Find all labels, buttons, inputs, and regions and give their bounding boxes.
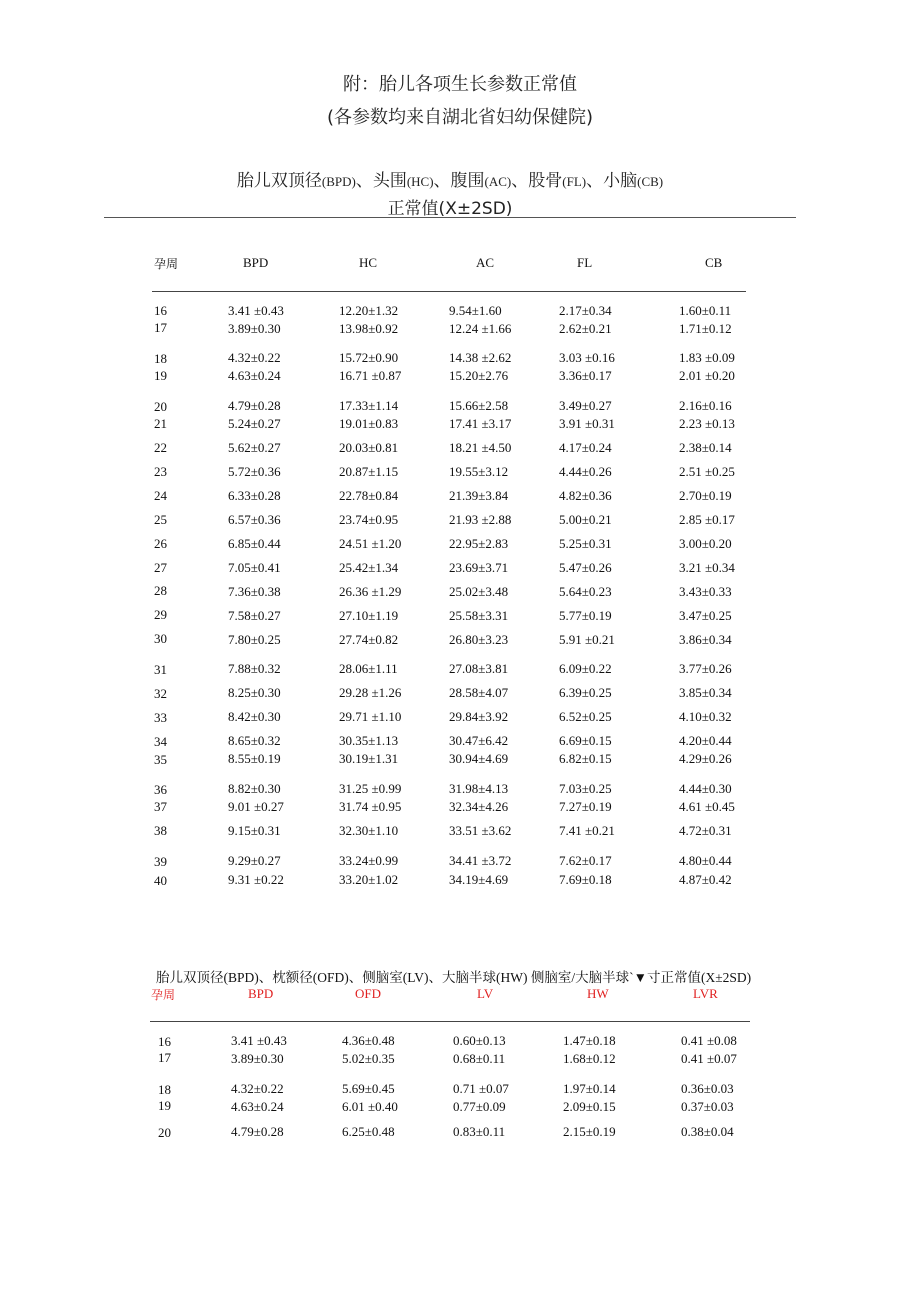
table1-value-cell: 34.41 ±3.72 xyxy=(449,853,512,868)
table2-value-cell: 6.01 ±0.40 xyxy=(342,1099,398,1114)
table1-value-cell: 2.16±0.16 xyxy=(679,398,732,413)
table1-value-cell: 21.93 ±2.88 xyxy=(449,512,512,527)
table2-value-cell: 5.02±0.35 xyxy=(342,1051,395,1066)
table1-value-cell: 23.74±0.95 xyxy=(339,512,399,527)
table2-value-cell: 3.41 ±0.43 xyxy=(231,1033,287,1048)
table2-value-cell: 0.36±0.03 xyxy=(681,1081,734,1096)
table1-value-cell: 34.19±4.69 xyxy=(449,872,509,887)
table1-subheading: 正常值(X±2SD) xyxy=(387,199,513,219)
table1-week-cell: 23 xyxy=(154,464,167,479)
table1-value-cell: 4.20±0.44 xyxy=(679,733,732,748)
table1-heading-a: 胎儿双顶径 xyxy=(236,171,322,191)
table1-value-cell: 24.51 ±1.20 xyxy=(339,536,402,551)
table1-value-cell: 27.10±1.19 xyxy=(339,608,399,623)
table1-value-cell: 30.94±4.69 xyxy=(449,751,509,766)
table1-value-cell: 29.71 ±1.10 xyxy=(339,709,402,724)
table1-value-cell: 5.24±0.27 xyxy=(228,416,281,431)
table1-header-rule xyxy=(152,291,746,292)
table1-value-cell: 3.86±0.34 xyxy=(679,632,732,647)
table2-value-cell: 4.79±0.28 xyxy=(231,1124,284,1139)
table2-value-cell: 0.41 ±0.08 xyxy=(681,1033,737,1048)
table2-header-bpd: BPD xyxy=(248,986,274,1001)
table1-value-cell: 6.57±0.36 xyxy=(228,512,281,527)
table1-value-cell: 1.60±0.11 xyxy=(679,303,732,318)
table1-value-cell: 4.44±0.30 xyxy=(679,781,732,796)
table1-value-cell: 22.95±2.83 xyxy=(449,536,509,551)
table1-value-cell: 17.41 ±3.17 xyxy=(449,416,512,431)
table1-value-cell: 3.41 ±0.43 xyxy=(228,303,284,318)
table1-value-cell: 5.72±0.36 xyxy=(228,464,281,479)
table1-value-cell: 3.91 ±0.31 xyxy=(559,416,615,431)
table2-header-ofd: OFD xyxy=(355,986,382,1001)
table1-value-cell: 6.33±0.28 xyxy=(228,488,281,503)
table1-heading-d: 、股骨 xyxy=(511,171,563,191)
table1-value-cell: 2.23 ±0.13 xyxy=(679,416,735,431)
table1-value-cell: 5.77±0.19 xyxy=(559,608,612,623)
table1-value-cell: 31.25 ±0.99 xyxy=(339,781,402,796)
table1-week-cell: 24 xyxy=(154,488,167,503)
table1-value-cell: 2.51 ±0.25 xyxy=(679,464,735,479)
table1-value-cell: 4.17±0.24 xyxy=(559,440,612,455)
table2-value-cell: 0.41 ±0.07 xyxy=(681,1051,737,1066)
table2-value-cell: 4.32±0.22 xyxy=(231,1081,284,1096)
table1-value-cell: 7.03±0.25 xyxy=(559,781,612,796)
page-title: 附：胎儿各项生长参数正常值 xyxy=(343,74,577,95)
table1-value-cell: 8.42±0.30 xyxy=(228,709,281,724)
table1-value-cell: 20.87±1.15 xyxy=(339,464,399,479)
table1-value-cell: 4.29±0.26 xyxy=(679,751,732,766)
table1-value-cell: 7.36±0.38 xyxy=(228,584,281,599)
table1-heading-c: 、腹围 xyxy=(433,171,485,191)
table2-value-cell: 2.15±0.19 xyxy=(563,1124,616,1139)
table1-value-cell: 32.34±4.26 xyxy=(449,799,509,814)
table2-header-week: 孕周 xyxy=(151,988,176,1002)
table1-week-cell: 30 xyxy=(154,631,167,646)
table1-value-cell: 8.82±0.30 xyxy=(228,781,281,796)
table1-value-cell: 7.62±0.17 xyxy=(559,853,612,868)
table1-value-cell: 28.06±1.11 xyxy=(339,661,398,676)
table1-value-cell: 16.71 ±0.87 xyxy=(339,368,402,383)
table1-value-cell: 12.24 ±1.66 xyxy=(449,321,512,336)
table1-value-cell: 3.00±0.20 xyxy=(679,536,732,551)
table1-value-cell: 4.82±0.36 xyxy=(559,488,612,503)
table1-week-cell: 29 xyxy=(154,607,167,622)
table1-value-cell: 5.47±0.26 xyxy=(559,560,612,575)
table1-heading-b-abbr: (HC) xyxy=(406,174,434,189)
table1-value-cell: 9.01 ±0.27 xyxy=(228,799,284,814)
table1-value-cell: 3.21 ±0.34 xyxy=(679,560,735,575)
table1-week-cell: 26 xyxy=(154,536,167,551)
table1-value-cell: 7.69±0.18 xyxy=(559,872,612,887)
table2-header-rule xyxy=(150,1021,750,1022)
table1-value-cell: 25.42±1.34 xyxy=(339,560,399,575)
table1-value-cell: 6.82±0.15 xyxy=(559,751,612,766)
table2-value-cell: 3.89±0.30 xyxy=(231,1051,284,1066)
table1-value-cell: 25.02±3.48 xyxy=(449,584,509,599)
table1-value-cell: 17.33±1.14 xyxy=(339,398,399,413)
table2-week-cell: 17 xyxy=(158,1050,171,1065)
table1-value-cell: 6.85±0.44 xyxy=(228,536,281,551)
table1-value-cell: 2.62±0.21 xyxy=(559,321,612,336)
table1-value-cell: 5.64±0.23 xyxy=(559,584,612,599)
table1-value-cell: 9.15±0.31 xyxy=(228,823,281,838)
table1-week-cell: 28 xyxy=(154,583,167,598)
table1-value-cell: 3.89±0.30 xyxy=(228,321,281,336)
table2-value-cell: 0.68±0.11 xyxy=(453,1051,506,1066)
table1-value-cell: 5.91 ±0.21 xyxy=(559,632,615,647)
table2-header-lv: LV xyxy=(477,986,494,1001)
table1-header-hc: HC xyxy=(359,255,378,270)
table2-value-cell: 5.69±0.45 xyxy=(342,1081,395,1096)
table1-week-cell: 18 xyxy=(154,351,167,366)
table1-week-cell: 31 xyxy=(154,662,167,677)
table2-value-cell: 6.25±0.48 xyxy=(342,1124,395,1139)
table1-value-cell: 3.43±0.33 xyxy=(679,584,732,599)
source-note: (各参数均来自湖北省妇幼保健院) xyxy=(326,107,594,128)
table1-value-cell: 3.36±0.17 xyxy=(559,368,612,383)
table2-value-cell: 2.09±0.15 xyxy=(563,1099,616,1114)
table1-value-cell: 33.20±1.02 xyxy=(339,872,399,887)
table1-value-cell: 22.78±0.84 xyxy=(339,488,399,503)
table1-week-cell: 16 xyxy=(154,303,167,318)
table1-value-cell: 30.47±6.42 xyxy=(449,733,509,748)
table1-value-cell: 2.01 ±0.20 xyxy=(679,368,735,383)
table1-value-cell: 26.80±3.23 xyxy=(449,632,509,647)
table2-week-cell: 20 xyxy=(158,1125,171,1140)
table1-week-cell: 32 xyxy=(154,686,167,701)
table2-value-cell: 4.63±0.24 xyxy=(231,1099,284,1114)
table1-week-cell: 35 xyxy=(154,752,167,767)
table1-week-cell: 34 xyxy=(154,734,167,749)
table1-week-cell: 40 xyxy=(154,873,167,888)
table1-week-cell: 33 xyxy=(154,710,167,725)
table1-value-cell: 25.58±3.31 xyxy=(449,608,509,623)
table1-value-cell: 6.69±0.15 xyxy=(559,733,612,748)
table1-value-cell: 31.98±4.13 xyxy=(449,781,509,796)
table1-value-cell: 7.05±0.41 xyxy=(228,560,281,575)
table1-value-cell: 7.58±0.27 xyxy=(228,608,281,623)
table1-value-cell: 4.87±0.42 xyxy=(679,872,732,887)
table1-value-cell: 6.52±0.25 xyxy=(559,709,612,724)
table1-value-cell: 3.47±0.25 xyxy=(679,608,732,623)
table1-value-cell: 32.30±1.10 xyxy=(339,823,399,838)
table1-week-cell: 37 xyxy=(154,799,167,814)
table1-value-cell: 15.20±2.76 xyxy=(449,368,509,383)
table1-week-cell: 39 xyxy=(154,854,167,869)
table1-value-cell: 1.83 ±0.09 xyxy=(679,350,735,365)
table1-value-cell: 9.31 ±0.22 xyxy=(228,872,284,887)
table1-header-ac: AC xyxy=(476,255,495,270)
table1-value-cell: 4.72±0.31 xyxy=(679,823,732,838)
table1-value-cell: 4.79±0.28 xyxy=(228,398,281,413)
table1-value-cell: 4.44±0.26 xyxy=(559,464,612,479)
table1-value-cell: 21.39±3.84 xyxy=(449,488,509,503)
table1-value-cell: 7.88±0.32 xyxy=(228,661,281,676)
table1-value-cell: 4.32±0.22 xyxy=(228,350,281,365)
table1-value-cell: 3.85±0.34 xyxy=(679,685,732,700)
table1-value-cell: 4.80±0.44 xyxy=(679,853,732,868)
section-divider xyxy=(104,217,796,218)
table1-value-cell: 2.70±0.19 xyxy=(679,488,732,503)
table1-value-cell: 19.55±3.12 xyxy=(449,464,509,479)
table1-week-cell: 36 xyxy=(154,782,167,797)
table1-value-cell: 30.19±1.31 xyxy=(339,751,399,766)
table2-header-hw: HW xyxy=(587,986,609,1001)
table1-value-cell: 3.49±0.27 xyxy=(559,398,612,413)
table1-heading-e: 、小脑 xyxy=(586,171,638,191)
table1-value-cell: 30.35±1.13 xyxy=(339,733,399,748)
table1-week-cell: 27 xyxy=(154,560,167,575)
table1-value-cell: 1.71±0.12 xyxy=(679,321,732,336)
table1-value-cell: 28.58±4.07 xyxy=(449,685,509,700)
table1-value-cell: 12.20±1.32 xyxy=(339,303,399,318)
table2-value-cell: 1.68±0.12 xyxy=(563,1051,616,1066)
table1-header-cb: CB xyxy=(705,255,723,270)
table1-value-cell: 23.69±3.71 xyxy=(449,560,509,575)
table2-week-cell: 16 xyxy=(158,1034,171,1049)
table1-value-cell: 20.03±0.81 xyxy=(339,440,399,455)
table1-value-cell: 27.74±0.82 xyxy=(339,632,399,647)
table1-value-cell: 4.10±0.32 xyxy=(679,709,732,724)
table1-week-cell: 20 xyxy=(154,399,167,414)
table1-value-cell: 2.17±0.34 xyxy=(559,303,612,318)
table1-week-cell: 17 xyxy=(154,320,167,335)
table1-header-bpd: BPD xyxy=(243,255,269,270)
table1-value-cell: 15.66±2.58 xyxy=(449,398,509,413)
table1-value-cell: 3.03 ±0.16 xyxy=(559,350,615,365)
table1-heading-d-abbr: (FL) xyxy=(562,174,587,189)
table2-heading: 胎儿双顶径(BPD)、枕额径(OFD)、侧脑室(LV)、大脑半球(HW) 侧脑室/大脑半球ˋ▼寸正常值(X±2SD) xyxy=(156,970,752,985)
table1-value-cell: 5.25±0.31 xyxy=(559,536,612,551)
table1-value-cell: 14.38 ±2.62 xyxy=(449,350,512,365)
table1-value-cell: 33.51 ±3.62 xyxy=(449,823,512,838)
table1-value-cell: 8.55±0.19 xyxy=(228,751,281,766)
table1-value-cell: 2.38±0.14 xyxy=(679,440,732,455)
table1-value-cell: 15.72±0.90 xyxy=(339,350,399,365)
table1-value-cell: 8.65±0.32 xyxy=(228,733,281,748)
table2-value-cell: 0.37±0.03 xyxy=(681,1099,734,1114)
table1-value-cell: 7.80±0.25 xyxy=(228,632,281,647)
table2-header-lvr: LVR xyxy=(693,986,718,1001)
table1-value-cell: 19.01±0.83 xyxy=(339,416,399,431)
table1-heading-b: 、头围 xyxy=(355,171,407,191)
table1-week-cell: 22 xyxy=(154,440,167,455)
table1-value-cell: 6.39±0.25 xyxy=(559,685,612,700)
table2-value-cell: 0.83±0.11 xyxy=(453,1124,506,1139)
table1-value-cell: 29.84±3.92 xyxy=(449,709,509,724)
table1-value-cell: 31.74 ±0.95 xyxy=(339,799,402,814)
table1-week-cell: 38 xyxy=(154,823,167,838)
table1-value-cell: 29.28 ±1.26 xyxy=(339,685,402,700)
table1-header-week: 孕周 xyxy=(154,257,179,271)
table1-heading xyxy=(0,166,900,191)
table1-value-cell: 5.62±0.27 xyxy=(228,440,281,455)
table2-value-cell: 0.38±0.04 xyxy=(681,1124,734,1139)
table1-value-cell: 6.09±0.22 xyxy=(559,661,612,676)
table2-week-cell: 18 xyxy=(158,1082,171,1097)
table1-value-cell: 2.85 ±0.17 xyxy=(679,512,735,527)
table2-value-cell: 0.77±0.09 xyxy=(453,1099,506,1114)
table1-week-cell: 19 xyxy=(154,368,167,383)
table1-heading-a-abbr: (BPD) xyxy=(321,174,356,189)
table1-header-fl: FL xyxy=(577,255,593,270)
table1-heading-c-abbr: (AC) xyxy=(484,174,512,189)
table1-value-cell: 33.24±0.99 xyxy=(339,853,399,868)
table1-value-cell: 27.08±3.81 xyxy=(449,661,509,676)
table1-value-cell: 5.00±0.21 xyxy=(559,512,612,527)
table1-value-cell: 3.77±0.26 xyxy=(679,661,732,676)
table1-value-cell: 9.29±0.27 xyxy=(228,853,281,868)
table2-value-cell: 0.60±0.13 xyxy=(453,1033,506,1048)
table1-week-cell: 25 xyxy=(154,512,167,527)
table2-value-cell: 4.36±0.48 xyxy=(342,1033,395,1048)
table1-value-cell: 8.25±0.30 xyxy=(228,685,281,700)
table1-value-cell: 13.98±0.92 xyxy=(339,321,399,336)
table1-value-cell: 7.27±0.19 xyxy=(559,799,612,814)
table2-value-cell: 1.97±0.14 xyxy=(563,1081,616,1096)
table2-value-cell: 0.71 ±0.07 xyxy=(453,1081,509,1096)
table1-value-cell: 18.21 ±4.50 xyxy=(449,440,512,455)
table1-value-cell: 7.41 ±0.21 xyxy=(559,823,615,838)
table2-value-cell: 1.47±0.18 xyxy=(563,1033,616,1048)
table1-value-cell: 9.54±1.60 xyxy=(449,303,502,318)
table1-value-cell: 4.63±0.24 xyxy=(228,368,281,383)
table1-week-cell: 21 xyxy=(154,416,167,431)
table1-heading-e-abbr: (CB) xyxy=(637,174,664,189)
table1-value-cell: 4.61 ±0.45 xyxy=(679,799,735,814)
table2-week-cell: 19 xyxy=(158,1098,171,1113)
table1-value-cell: 26.36 ±1.29 xyxy=(339,584,402,599)
